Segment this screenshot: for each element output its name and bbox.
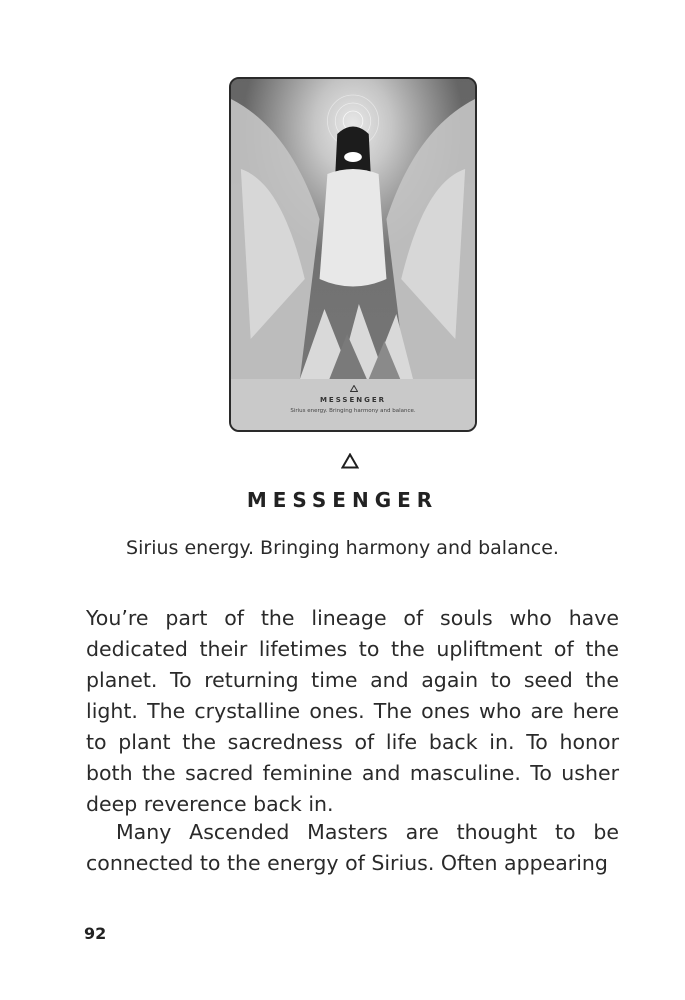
card-heading: MESSENGER	[246, 488, 439, 512]
page-number: 92	[84, 924, 107, 943]
card-subtitle: Sirius energy. Bringing harmony and balance.	[290, 408, 416, 414]
body-paragraph-2: Many Ascended Masters are thought to be connected to the energy of Sirius. Often appearing	[86, 820, 619, 875]
body-paragraph-1: You’re part of the lineage of souls who have dedicated their lifetimes to the upliftment of the planet. To returning time and again to seed the light. The crystalline ones. The ones who are here to plant the sacredness of life back in. To honor both the sacred feminine and masculine. To usher deep reverence back in.	[86, 606, 619, 816]
card-caption	[231, 379, 475, 430]
card-title: MESSENGER	[319, 396, 387, 404]
card-triangle-icon	[350, 385, 358, 392]
oracle-card-image	[229, 77, 477, 432]
triangle-icon	[341, 453, 359, 469]
card-tagline: Sirius energy. Bringing harmony and balance.	[126, 537, 559, 559]
card-artwork	[231, 79, 475, 379]
